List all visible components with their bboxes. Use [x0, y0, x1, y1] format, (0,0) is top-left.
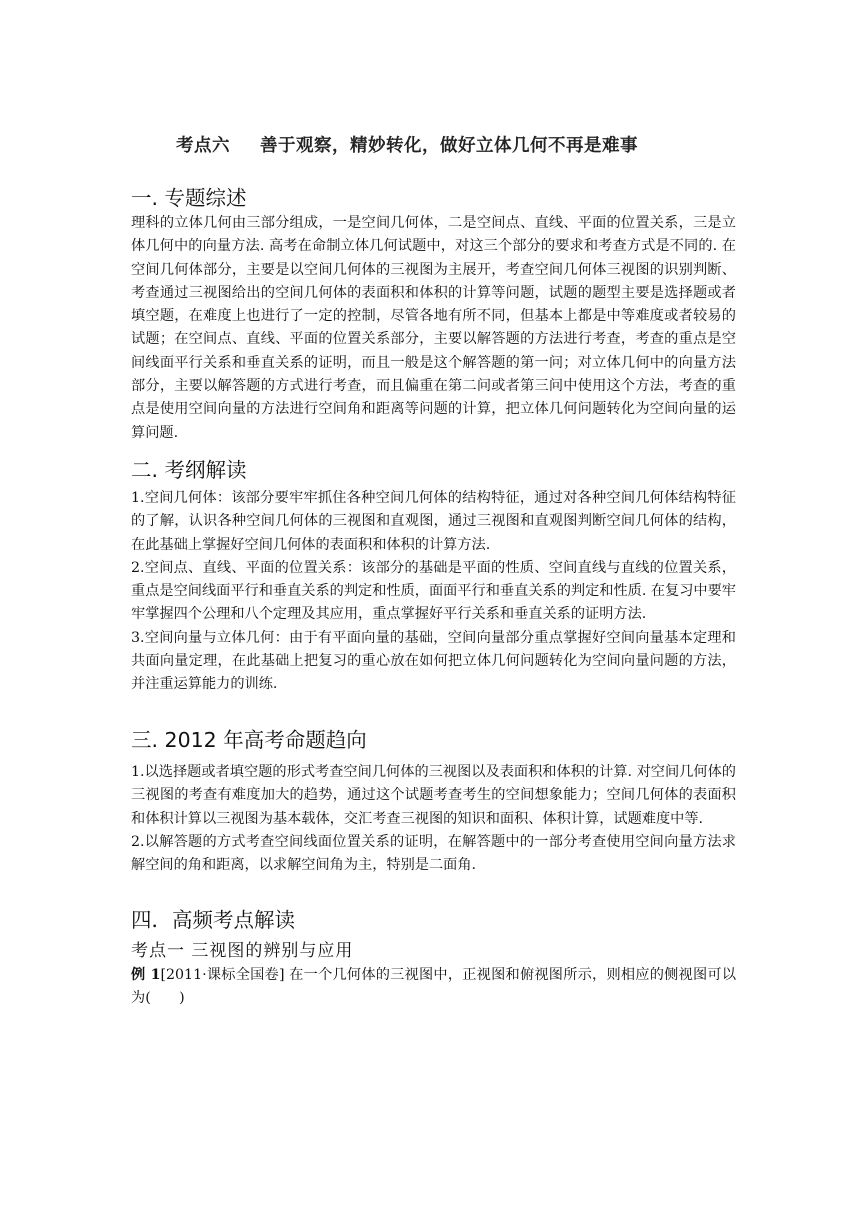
subsection-heading: 考点一 三视图的辨别与应用	[131, 941, 354, 961]
section-heading-3: 三. 2012 年高考命题趋向	[131, 728, 367, 752]
example-1	[131, 964, 736, 1011]
section-2-paragraph-2: 2.空间点、直线、平面的位置关系：该部分的基础是平面的性质、空间直线与直线的位置关系，重点是空间线面平行和垂直关系的判定和性质，面面平行和垂直关系的判定和性质. 在复习中要牢牢掌握四个公理和八个定理及其应用，重点掌握好平行关系和垂直关系的证明方法.	[131, 559, 736, 623]
section-2-paragraph-3: 3.空间向量与立体几何：由于有平面向量的基础，空间向量部分重点掌握好空间向量基本定理和共面向量定理，在此基础上把复习的重心放在如何把立体几何问题转化为空间向量问题的方法，并注重运算能力的训练.	[131, 629, 736, 693]
section-2-paragraph-1: 1.空间几何体：该部分要牢牢抓住各种空间几何体的结构特征，通过对各种空间几何体结构特征的了解，认识各种空间几何体的三视图和直观图，通过三视图和直观图判断空间几何体的结构，在此基础上掌握好空间几何体的表面积和体积的计算方法.	[131, 490, 736, 553]
section-3-paragraph-1: 1.以选择题或者填空题的形式考查空间几何体的三视图以及表面积和体积的计算. 对空间几何体的三视图的考查有难度加大的趋势，通过这个试题考查考生的空间想象能力；空间几何体的表面积和体积计算以三视图为基本载体，交汇考查三视图的知识和面积、体积计算，试题难度中等.	[131, 764, 736, 827]
title-topic-number: 考点六	[176, 136, 230, 156]
section-3-body	[131, 761, 736, 877]
section-heading-2: 二. 考纲解读	[131, 458, 247, 482]
section-1-paragraph-1: 理科的立体几何由三部分组成，一是空间几何体，二是空间点、直线、平面的位置关系，三是立体几何中的向量方法. 高考在命制立体几何试题中，对这三个部分的要求和考查方式是不同的. 在空间几何体部分，主要是以空间几何体的三视图为主展开，考查空间几何体三视图的识别判断、考查通过三视图给出的空间几何体的表面积和体积的计算等问题，试题的题型主要是选择题或者填空题，在难度上也进行了一定的控制，尽管各地有所不同，但基本上都是中等难度或者较易的试题；在空间点、直线、平面的位置关系部分，主要以解答题的方法进行考查，考查的重点是空间线面平行关系和垂直关系的证明，而且一般是这个解答题的第一问；对立体几何中的向量方法部分，主要以解答题的方式进行考查，而且偏重在第二问或者第三问中使用这个方法，考查的重点是使用空间向量的方法进行空间角和距离等问题的计算，把立体几何问题转化为空间向量的运算问题.	[131, 215, 736, 441]
section-3-paragraph-2: 2.以解答题的方式考查空间线面位置关系的证明，在解答题中的一部分考查使用空间向量方法求解空间的角和距离，以求解空间角为主，特别是二面角.	[131, 833, 736, 874]
section-2-body	[131, 487, 736, 697]
title-topic-text: 善于观察，精妙转化，做好立体几何不再是难事	[260, 136, 638, 156]
section-heading-1: 一. 专题综述	[131, 186, 247, 210]
example-text: [2011·课标全国卷] 在一个几何体的三视图中，正视图和俯视图所示，则相应的侧视图可以为( )	[131, 967, 737, 1007]
section-heading-4: 四．高频考点解读	[131, 908, 295, 932]
document-title	[176, 132, 776, 157]
section-1-body	[131, 212, 736, 445]
example-label: 例 1	[131, 967, 161, 983]
